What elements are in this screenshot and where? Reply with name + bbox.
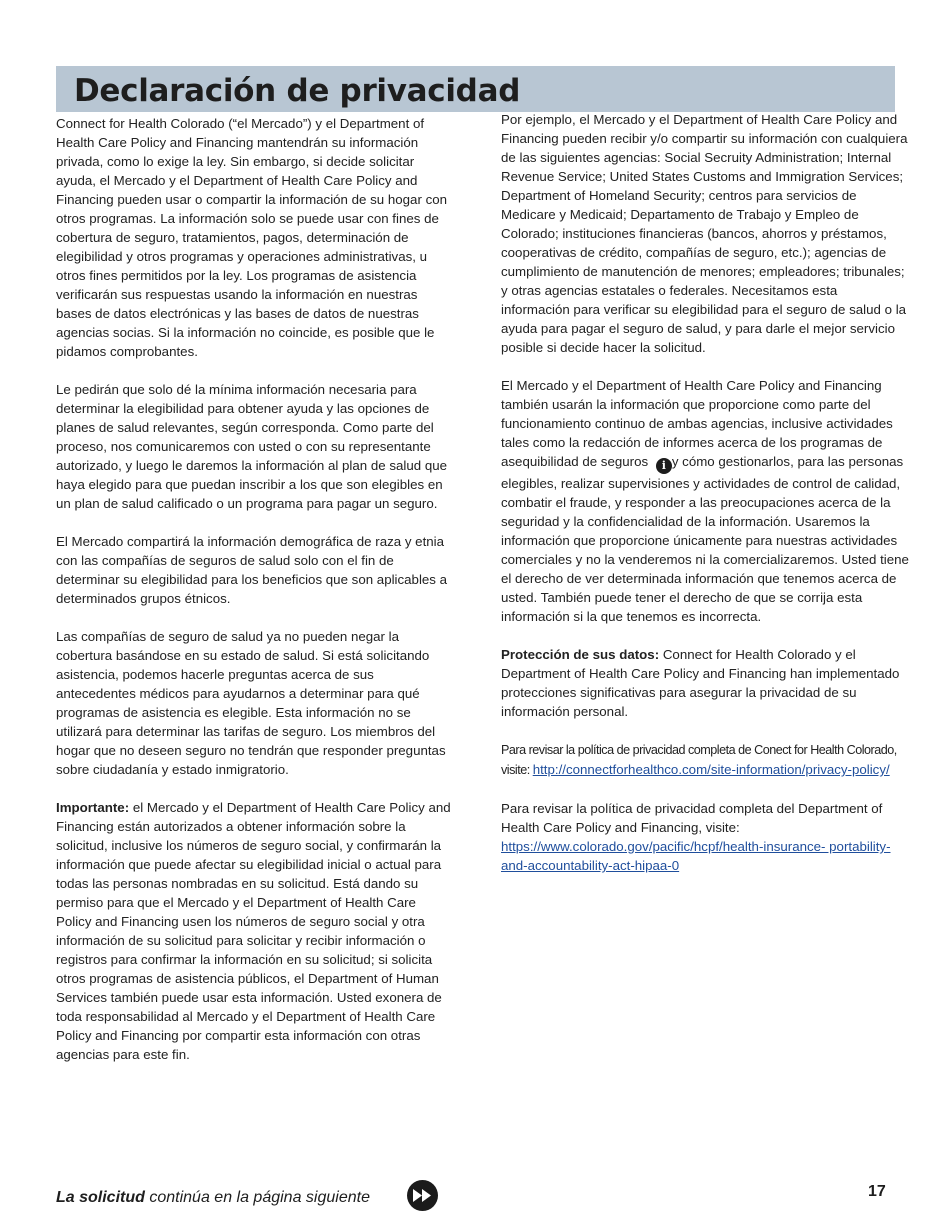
minimum-info-paragraph: Le pedirán que solo dé la mínima información necesaria para determinar la elegibilidad para obtener ayuda y las opciones de planes de salud relevantes, según corresponda. Como parte del proceso, nos comunicaremos con usted o con su representante autorizado, y luego le daremos la información al plan de salud que haya elegido para que puedan inscribir a los que son elegibles en un plan de salud calificado o un programa para pagar un seguro. — [56, 382, 448, 511]
connect-policy-paragraph — [501, 740, 909, 780]
hcpf-policy-text: Para revisar la política de privacidad completa del Department of Health Care Policy and Financing, visite: — [501, 801, 883, 835]
continue-note-bold: La solicitud — [56, 1189, 145, 1206]
title-bar — [56, 66, 895, 112]
privacy-paragraph-1: Connect for Health Colorado (“el Mercado”) y el Department of Health Care Policy and Financing mantendrán su información privada, como lo exige la ley. Sin embargo, si decide solicitar ayuda, el Mercado y el Department of Health Care Policy and Financing pueden usar o compartir la información de su hogar con otros programas. La información solo se puede usar con fines de cobertura de seguro, tratamientos, pagos, determinación de elegibilidad y otros programas y operaciones administrativas, u otros fines permitidos por la ley. Los programas de asistencia verificarán sus respuestas usando la información en nuestras bases de datos electrónicas y las bases de datos de nuestras agencias socias. Si la información no coincide, es posible que le pidamos comprobantes. — [56, 116, 448, 359]
page-title: Declaración de privacidad — [74, 73, 521, 109]
operations-text-a: El Mercado y el Department of Health Care Policy and Financing también usarán la información que proporcione como parte del funcionamiento continuo de ambas agencias, inclusive actividades tales como la redacción de informes acerca de los programas de asequibilidad de seguros — [501, 378, 893, 469]
right-column — [501, 110, 909, 894]
important-label: Importante: — [56, 800, 130, 815]
connect-policy-text: Para revisar la política de privacidad completa de Conect for Health Colorado, visite: — [501, 743, 897, 777]
hcpf-policy-link[interactable]: https://www.colorado.gov/pacific/hcpf/health-insurance- portability-and-accountability-act-hipaa-0 — [501, 839, 891, 873]
demographic-paragraph: El Mercado compartirá la información demográfica de raza y etnia con las compañías de seguros de salud solo con el fin de determinar su elegibilidad para los beneficios que son aplicables a determinados grupos étnicos. — [56, 534, 448, 606]
connect-policy-link[interactable]: http://connectforhealthco.com/site-information/privacy-policy/ — [532, 762, 890, 777]
agencies-paragraph: Por ejemplo, el Mercado y el Department of Health Care Policy and Financing pueden recibir y/o compartir su información con cualquiera de las siguientes agencias: Social Secruity Administration; Internal Revenue Service; United States Customs and Immigration Services; Department of Homeland Security; centros para servicios de Medicare y Medicaid; Departamento de Trabajo y Empleo de Colorado; instituciones financieras (bancos, ahorros y préstamos, cooperativas de crédito, compañías de seguro, etc.); agencias de cumplimiento de manutención de menores; empleadores; tribunales; y otras agencias estatales o federales. Necesitamos esta información para verificar su elegibilidad para el seguro de salud o la ayuda para pagar el seguro de salud, y para darle el mejor servicio posible si decide hacer la solicitud. — [501, 112, 908, 355]
operations-text-b: y cómo gestionarlos, para las personas elegibles, realizar supervisiones y actividades de control de calidad, combatir el fraude, y responder a las preocupaciones acerca de la seguridad y la confidencialidad de la información. Usaremos la información que proporcione únicamente para nuestras actividades comerciales y no la venderemos ni la comercializaremos. Usted tiene el derecho de ver determinada información que tenemos acerca de usted. También puede tener el derecho de que se corrija esta información si la que tenemos es incorrecta. — [501, 454, 909, 624]
data-protection-paragraph — [501, 645, 909, 721]
left-column — [56, 114, 452, 1083]
info-icon: i — [656, 458, 672, 474]
health-status-paragraph: Las compañías de seguro de salud ya no pueden negar la cobertura basándose en su estado de salud. Si está solicitando asistencia, podemos hacerle preguntas acerca de sus antecedentes médicos para ayudarnos a determinar para qué programas de asistencia es elegible. Esta información no se utilizará para determinar las tarifas de seguro. Los miembros del hogar que no deseen seguro no tendrán que responder preguntas sobre ciudadanía y estado inmigratorio. — [56, 629, 446, 777]
operations-paragraph — [501, 376, 909, 626]
important-paragraph — [56, 798, 452, 1064]
data-protection-label: Protección de sus datos: — [501, 647, 660, 662]
fast-forward-icon — [407, 1180, 438, 1211]
continue-note-text: continúa en la página siguiente — [144, 1189, 370, 1206]
data-protection-text: Connect for Health Colorado y el Department of Health Care Policy and Financing han implementado protecciones significativas para asegurar la privacidad de su información personal. — [501, 647, 900, 719]
hcpf-policy-paragraph — [501, 799, 909, 875]
important-text: el Mercado y el Department of Health Care Policy and Financing están autorizados a obtener información sobre la solicitud, inclusive los números de seguro social, y confirmarán la información que puede afectar su elegibilidad inicial o actual para todas las personas nombradas en su solicitud. Está dando su permiso para que el Mercado y el Department of Health Care Policy and Financing usen los números de seguro social y otra información de su solicitud para solicitar y recibir información o registros para confirmar la información en su solicitud; si solicita otros programas de asistencia públicos, el Department of Human Services también puede usar esta información. Usted exonera de toda responsabilidad al Mercado y el Department of Health Care Policy and Financing por compartir esta información con otras agencias para este fin. — [56, 800, 451, 1062]
page-number: 17 — [868, 1183, 886, 1200]
continue-note — [56, 1188, 370, 1208]
